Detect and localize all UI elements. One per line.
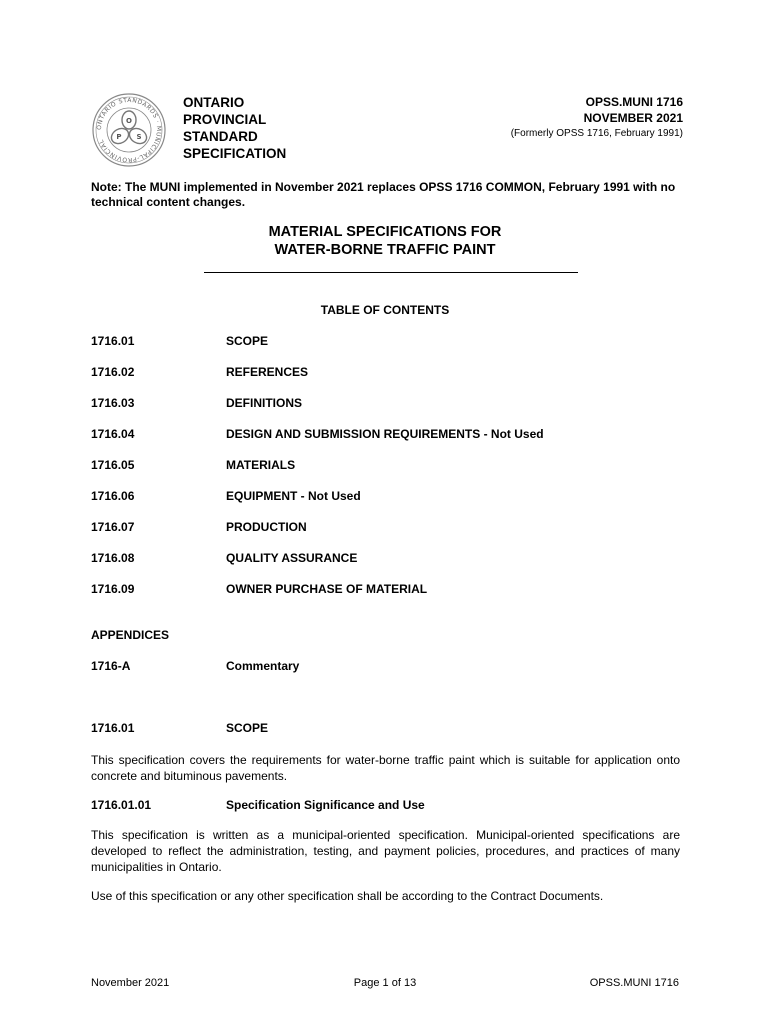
toc-item-number: 1716.03 (91, 396, 135, 410)
svg-text:P: P (116, 133, 122, 141)
document-page: ONTARIO STANDARDS · MUNICIPAL-PROVINCIAL O P S ONTARIO PROVINCIAL STANDARD SPECIFICATION OPSS.MUNI 1716 NOVEMBER 2021 (Formerly OPSS 1716, February 1991) Note: The MUNI implemented in November 2021 replaces OPSS 1716 COMMON, February 1991 with no technical content changes. MATERIAL SPECIFICATIONS FOR WATER-BORNE TRAFFIC PAINT TABLE OF CONTENTS 1716.01 SCOPE 1716.02 REFERENCES 1716.03 DEFINITIONS 1716.04 DESIGN AND SUBMISSION REQUIREMENTS - Not Used 1716.05 MATERIALS 1716.06 EQUIPMENT - Not Used 1716.07 PRODUCTION 1716.08 QUALITY ASSURANCE 1716.09 OWNER PURCHASE OF MATERIAL APPENDICES 1716-A Commentary 1716.01 SCOPE This specification covers the requirements for water-borne traffic paint which is suitable for application onto concrete and bituminous pavements. 1716.01.01 Specification Significance and Use This specification is written as a municipal-oriented specification. Municipal-oriented specifications are developed to reflect the administration, testing, and payment policies, procedures, and practices of many municipalities in Ontario. Use of this specification or any other specification shall be according to the Contract Documents. November 2021 Page 1 of 13 OPSS.MUNI 1716 (0, 0, 770, 1024)
org-line: SPECIFICATION (183, 146, 287, 161)
toc-item-number: 1716.07 (91, 520, 135, 534)
toc-item-title: QUALITY ASSURANCE (226, 551, 358, 565)
muni-note: Note: The MUNI implemented in November 2021 replaces OPSS 1716 COMMON, February 1991 with no technical content changes. (91, 180, 676, 209)
org-line: STANDARD (183, 129, 258, 144)
toc-item-title: MATERIALS (226, 458, 296, 472)
toc-item-number: 1716.04 (91, 427, 135, 441)
title-divider (204, 272, 578, 273)
toc-item-title: PRODUCTION (226, 520, 307, 534)
significance-paragraph: This specification is written as a municipal-oriented specification. Municipal-oriented specifications are developed to reflect the administration, testing, and payment policies, procedures, and practices of many municipalities in Ontario. (91, 828, 680, 874)
toc-item-number: 1716.01 (91, 334, 135, 348)
svg-text:O: O (126, 117, 132, 125)
appendix-title: Commentary (226, 659, 300, 673)
subsection-number: 1716.01.01 (91, 798, 152, 812)
toc-item-number: 1716.02 (91, 365, 135, 379)
toc-item-number: 1716.05 (91, 458, 135, 472)
doc-date: NOVEMBER 2021 (583, 111, 683, 125)
footer-date: November 2021 (91, 977, 170, 989)
appendix-number: 1716-A (91, 659, 131, 673)
toc-item-number: 1716.06 (91, 489, 135, 503)
opss-seal-logo (92, 93, 166, 167)
toc-item-title: SCOPE (226, 334, 269, 348)
toc-item-title: REFERENCES (226, 365, 309, 379)
footer-page-number: Page 1 of 13 (353, 977, 417, 989)
toc-item-title: DESIGN AND SUBMISSION REQUIREMENTS - Not Used (226, 427, 544, 441)
scope-paragraph: This specification covers the requirements for water-borne traffic paint which is suitable for application onto concrete and bituminous pavements. (91, 753, 680, 783)
toc-item-title: OWNER PURCHASE OF MATERIAL (226, 582, 428, 596)
toc-item-number: 1716.09 (91, 582, 135, 596)
organization-name (183, 94, 286, 162)
footer-doc-id: OPSS.MUNI 1716 (589, 977, 679, 989)
subsection-title: Specification Significance and Use (226, 798, 425, 812)
title-line: WATER-BORNE TRAFFIC PAINT (274, 242, 496, 258)
org-line: PROVINCIAL (183, 112, 267, 127)
document-title (0, 223, 770, 259)
section-title: SCOPE (226, 721, 269, 735)
org-line: ONTARIO (183, 95, 245, 110)
toc-heading: TABLE OF CONTENTS (320, 303, 450, 317)
title-line: MATERIAL SPECIFICATIONS FOR (268, 224, 502, 240)
toc-item-title: EQUIPMENT - Not Used (226, 489, 361, 503)
formerly-note: (Formerly OPSS 1716, February 1991) (510, 128, 683, 139)
doc-number: OPSS.MUNI 1716 (585, 95, 683, 109)
section-number: 1716.01 (91, 721, 135, 735)
svg-text:S: S (136, 133, 142, 141)
toc-item-number: 1716.08 (91, 551, 135, 565)
svg-text:ONTARIO STANDARDS · MUNICIPAL-: ONTARIO STANDARDS · MUNICIPAL-PROVINCIAL (95, 96, 163, 164)
document-identifier (511, 94, 683, 142)
usage-paragraph: Use of this specification or any other specification shall be according to the Contract Documents. (91, 889, 604, 903)
toc-item-title: DEFINITIONS (226, 396, 303, 410)
